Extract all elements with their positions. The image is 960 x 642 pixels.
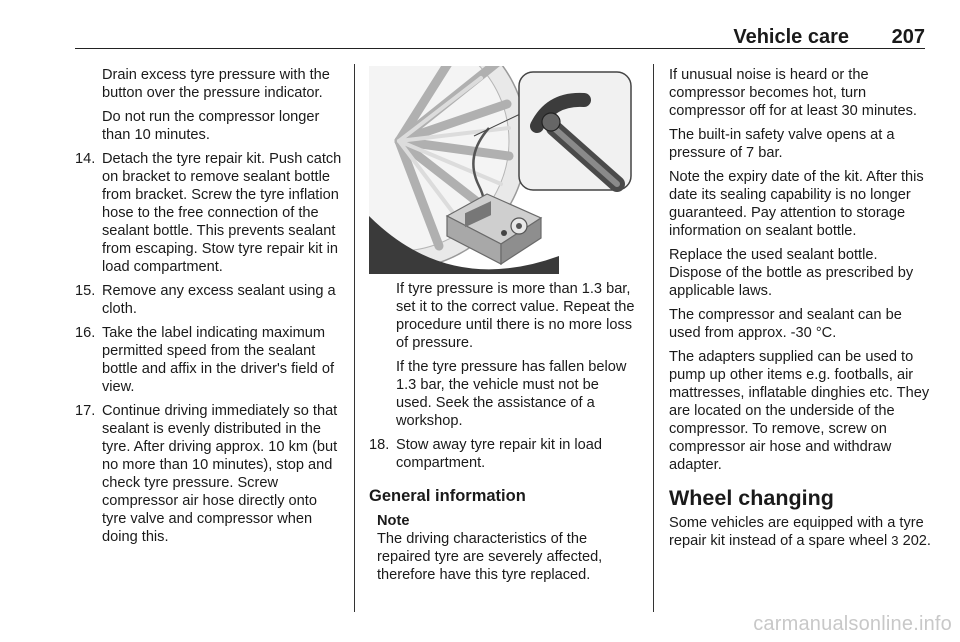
note-block <box>369 512 637 584</box>
column-divider-right <box>653 64 654 612</box>
item-number: 18. <box>369 437 390 453</box>
intro-paragraph: Drain excess tyre pressure with the button over the pressure indicator. <box>102 67 330 101</box>
final-text: Some vehicles are equipped with a tyre repair kit instead of a spare wheel <box>669 515 924 549</box>
list-item <box>369 436 637 472</box>
item-text: Take the label indicating maximum permitted speed from the sealant bottle and affix in the driver's field of view. <box>102 325 335 395</box>
list-item <box>75 324 343 396</box>
body-paragraph: The compressor and sealant can be used from approx. -30 °C. <box>669 307 902 341</box>
page-number: 207 <box>891 26 925 48</box>
body-paragraph: Note the expiry date of the kit. After this date its sealing capability is no longer guaranteed. Pay attention to storage information on sealant bottle. <box>669 169 924 239</box>
column-divider-left <box>354 64 355 612</box>
item-number: 17. <box>75 403 96 419</box>
column-left <box>75 66 343 552</box>
note-label: Note <box>377 513 410 529</box>
column-middle <box>369 280 637 584</box>
item-text: Continue driving immediately so that sealant is evenly distributed in the tyre. After driving approx. 10 km (but no more than 10 minutes), stop and check tyre pressure. Screw compressor air hose directly onto tyre valve and compressor when doing this. <box>102 403 338 545</box>
page-header <box>75 0 925 49</box>
page-reference-icon: 3 <box>891 533 899 548</box>
section-title: Vehicle care <box>733 26 849 48</box>
intro-paragraph: Do not run the compressor longer than 10 minutes. <box>102 109 320 143</box>
item-text: Detach the tyre repair kit. Push catch on bracket to remove sealant bottle from bracket. Screw the tyre inflation hose to the free connection of the sealant bottle. This prevents sealant from escaping. Stow tyre repair kit in load compartment. <box>102 151 342 275</box>
valve-inset <box>519 72 631 190</box>
watermark: carmanualsonline.info <box>753 613 952 635</box>
list-item <box>75 402 343 546</box>
body-paragraph <box>669 514 931 550</box>
list-item <box>75 282 343 318</box>
column-right <box>669 66 931 556</box>
item-text: Stow away tyre repair kit in load compartment. <box>396 437 603 471</box>
list-item <box>75 150 343 276</box>
page-reference[interactable]: 202. <box>902 533 931 549</box>
note-text: The driving characteristics of the repaired tyre are severely affected, therefore have this tyre replaced. <box>377 531 603 583</box>
compressor-illustration <box>369 66 637 274</box>
tyre-compressor-figure <box>369 66 637 274</box>
item-number: 15. <box>75 283 96 299</box>
item-number: 14. <box>75 151 96 167</box>
body-paragraph: The built-in safety valve opens at a pressure of 7 bar. <box>669 127 895 161</box>
section-heading: Wheel changing <box>669 486 834 510</box>
body-paragraph: Replace the used sealant bottle. Dispose of the bottle as prescribed by applicable laws. <box>669 247 914 299</box>
subheading: General information <box>369 487 526 505</box>
body-paragraph: If the tyre pressure has fallen below 1.3 bar, the vehicle must not be used. Seek the assistance of a workshop. <box>396 359 627 429</box>
item-text: Remove any excess sealant using a cloth. <box>102 283 336 317</box>
item-number: 16. <box>75 325 96 341</box>
body-paragraph: If tyre pressure is more than 1.3 bar, set it to the correct value. Repeat the procedure until there is no more loss of pressure. <box>396 281 635 351</box>
body-paragraph: The adapters supplied can be used to pump up other items e.g. footballs, air mattresses, inflatable dinghies etc. They are located on the underside of the compressor. To remove, screw on compressor air hose and withdraw adapter. <box>669 349 930 473</box>
body-paragraph: If unusual noise is heard or the compressor becomes hot, turn compressor off for at least 30 minutes. <box>669 67 917 119</box>
